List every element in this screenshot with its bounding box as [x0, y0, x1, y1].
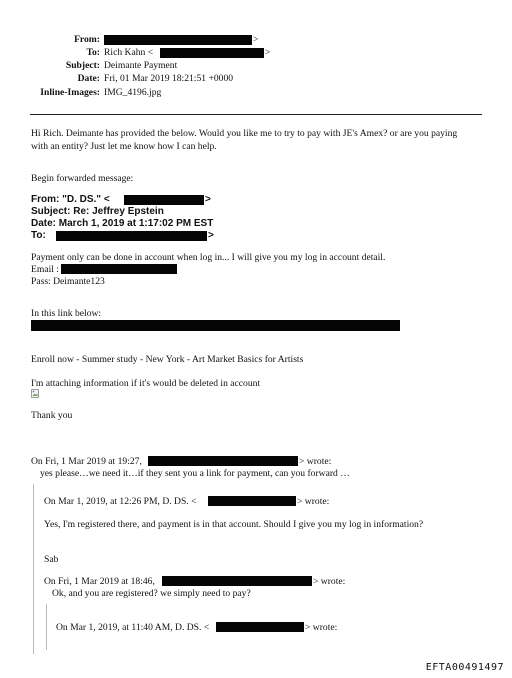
close-bracket: > — [208, 230, 214, 241]
fwd-from: From: "D. DS." < — [31, 194, 110, 205]
quote-bar — [33, 484, 34, 654]
quote-3-body: Ok, and you are registered? we simply need to pay? — [52, 588, 251, 599]
redaction-bar — [216, 622, 304, 632]
thanks-line: Thank you — [31, 410, 73, 421]
quote-4-wrote: > wrote: — [305, 622, 338, 633]
quote-1-wrote: > wrote: — [299, 456, 332, 467]
enroll-line: Enroll now - Summer study - New York - Art Market Basics for Artists — [31, 354, 304, 365]
inline-images-label: Inline-Images: — [40, 87, 100, 98]
redaction-bar — [148, 456, 298, 466]
payment-line: Payment only can be done in account when log in... I will give you my log in account detail. — [31, 252, 386, 263]
quote-2-body: Yes, I'm registered there, and payment is in that account. Should I give you my log in information? — [44, 519, 424, 530]
to-label: To: — [86, 47, 100, 58]
from-label: From: — [74, 34, 100, 45]
quote-3-header: On Fri, 1 Mar 2019 at 18:46, — [44, 576, 155, 587]
to-value: Rich Kahn < — [104, 47, 154, 58]
quote-4-header: On Mar 1, 2019, at 11:40 AM, D. DS. < — [56, 622, 210, 633]
greeting-line-2: with an entity? Just let me know how I can help. — [31, 141, 217, 152]
attaching-line: I'm attaching information if it's would be deleted in account — [31, 378, 261, 389]
redaction-bar — [61, 264, 177, 274]
redaction-bar — [160, 48, 264, 58]
close-bracket: > — [253, 34, 259, 45]
subject-value: Deimante Payment — [104, 60, 178, 71]
subject-label: Subject: — [65, 60, 100, 71]
fwd-date: Date: March 1, 2019 at 1:17:02 PM EST — [31, 218, 214, 229]
greeting-line-1: Hi Rich. Deimante has provided the below. Would you like me to try to pay with JE's Amex? or are you paying — [31, 128, 458, 139]
header-divider — [30, 114, 482, 115]
redaction-bar — [56, 231, 207, 241]
redaction-bar — [208, 496, 296, 506]
redaction-bar — [124, 195, 204, 205]
broken-image-icon — [31, 389, 39, 398]
date-value: Fri, 01 Mar 2019 18:21:51 +0000 — [104, 73, 234, 84]
redaction-bar — [104, 35, 252, 45]
quote-1-body: yes please…we need it…if they sent you a link for payment, can you forward … — [40, 468, 350, 479]
inline-images-value: IMG_4196.jpg — [104, 87, 162, 98]
bates-number: EFTA00491497 — [425, 662, 504, 673]
fwd-to: To: — [31, 230, 46, 241]
quote-2-wrote: > wrote: — [297, 496, 330, 507]
signature-sab: Sab — [44, 554, 59, 565]
link-intro: In this link below: — [31, 308, 102, 319]
redaction-bar — [162, 576, 312, 586]
quote-1-header: On Fri, 1 Mar 2019 at 19:27, — [31, 456, 142, 467]
quote-2-header: On Mar 1, 2019, at 12:26 PM, D. DS. < — [44, 496, 197, 507]
date-label: Date: — [77, 73, 100, 84]
close-bracket: > — [205, 194, 211, 205]
pass-line: Pass: Deimante123 — [31, 276, 105, 287]
email-label: Email : — [31, 264, 59, 275]
fwd-subject: Subject: Re: Jeffrey Epstein — [31, 206, 164, 217]
quote-bar — [46, 604, 47, 650]
redacted-link — [31, 320, 400, 331]
begin-forwarded: Begin forwarded message: — [31, 173, 134, 184]
close-bracket: > — [265, 47, 271, 58]
quote-3-wrote: > wrote: — [313, 576, 346, 587]
